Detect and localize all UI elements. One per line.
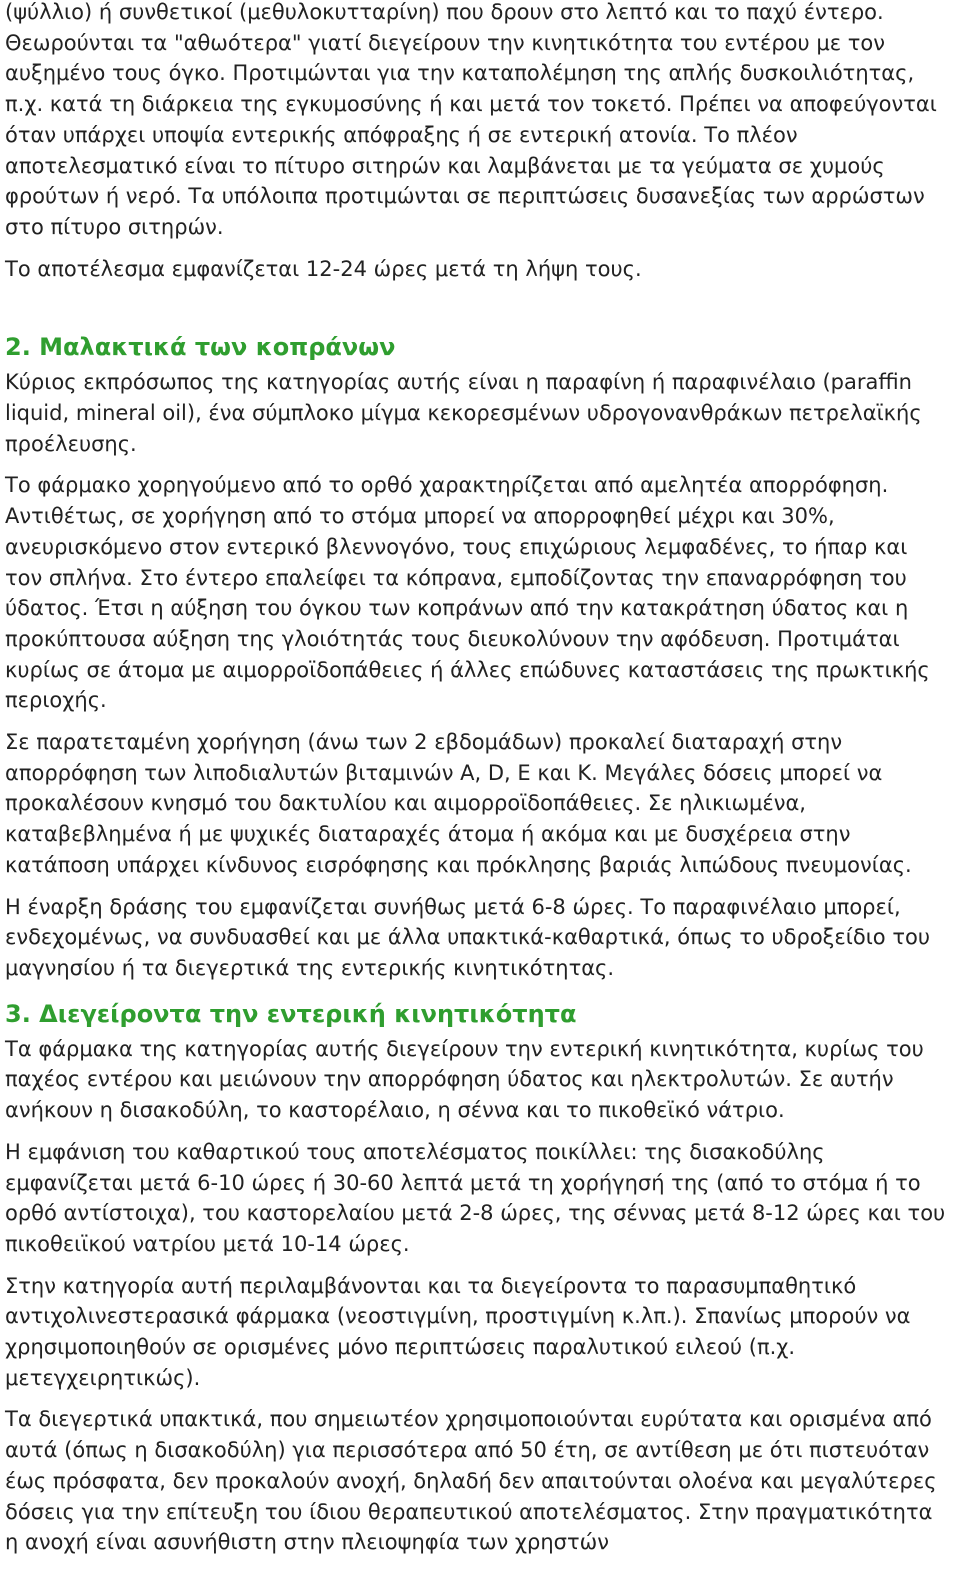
paragraph-paraffin-onset: Η έναρξη δράσης του εμφανίζεται συνήθως μετά 6-8 ώρες. Το παραφινέλαιο μπορεί, ενδεχομένως, να συνδυασθεί και με άλλα υπακτικά-καθαρτικά, όπως το υδροξείδιο του μαγνησίου ή τα διεγερτικά της εντερικής κινητικότητας. [5,894,930,980]
paragraph-stimulants-intro: Τα φάρμακα της κατηγορίας αυτής διεγείρουν την εντερική κινητικότητα, κυρίως του παχέος εντέρου και μειώνουν την απορρόφηση ύδατος και ηλεκτρολυτών. Σε αυτήν ανήκουν η δισακοδύλη, το καστορέλαιο, η σέννα και το πικοθεϊκό νάτριο. [5,1036,924,1123]
section-heading-stimulant-laxatives: 3. Διεγείροντα την εντερική κινητικότητα [5,999,577,1028]
paragraph-stimulants-tolerance: Τα διεγερτικά υπακτικά, που σημειωτέον χρησιμοποιούνται ευρύτατα και ορισμένα από αυτά (όπως η δισακοδύλη) για περισσότερα από 50 έτη, σε αντίθεση με ότι πιστευόταν έως πρόσφατα, δεν προκαλούν ανοχή, δηλαδή δεν απαιτούνται ολοένα και μεγαλύτερες δόσεις για την επίτευξη του ίδιου θεραπευτικού αποτελέσματος. Στην πραγματικότητα η ανοχή είναι ασυνήθιστη στην πλειοψηφία των χρηστών [5,1407,937,1555]
article-body [5,0,951,1569]
paragraph-paraffin-side-effects: Σε παρατεταμένη χορήγηση (άνω των 2 εβδομάδων) προκαλεί διαταραχή στην απορρόφηση των λιποδιαλυτών βιταμινών A, D, E και K. Μεγάλες δόσεις μπορεί να προκαλέσουν κνησμό του δακτυλίου και αιμορροϊδοπάθειες. Σε ηλικιωμένα, καταβεβλημένα ή με ψυχικές διαταραχές άτομα ή ακόμα και με δυσχέρεια στην κατάποση υπάρχει κίνδυνος εισρόφησης και πρόκλησης βαριάς λιπώδους πνευμονίας. [5,730,912,877]
paragraph-paraffin-intro: Κύριος εκπρόσωπος της κατηγορίας αυτής είναι η παραφίνη ή παραφινέλαιο (paraffin liquid, mineral oil), ένα σύμπλοκο μίγμα κεκορεσμένων υδρογονανθράκων πετρελαϊκής προέλευσης. [5,370,922,456]
paragraph-paraffin-absorption: Το φάρμακο χορηγούμενο από το ορθό χαρακτηρίζεται από αμελητέα απορρόφηση. Αντιθέτως, σε χορήγηση από το στόμα μπορεί να απορροφηθεί μέχρι και 30%, ανευρισκόμενο στον εντερικό βλεννογόνο, τους επιχώριους λεμφαδένες, το ήπαρ και τον σπλήνα. Στο έντερο επαλείφει τα κόπρανα, εμποδίζοντας την επαναρρόφηση του ύδατος. Έτσι η αύξηση του όγκου των κοπράνων από την κατακράτηση ύδατος και η προκύπτουσα αύξηση της γλοιότητάς τους διευκολύνουν την αφόδευση. Προτιμάται κυρίως σε άτομα με αιμορροϊδοπάθειες ή άλλες επώδυνες καταστάσεις της πρωκτικής περιοχής. [5,473,930,713]
section-heading-stool-softeners: 2. Μαλακτικά των κοπράνων [5,333,396,362]
paragraph-bulk-laxatives: (ψύλλιο) ή συνθετικοί (μεθυλοκυτταρίνη) που δρουν στο λεπτό και το παχύ έντερο. Θεωρούνται τα "αθωότερα" γιατί διεγείρουν την κινητικότητα του εντέρου με τον αυξημένο τους όγκο. Προτιμώνται για την καταπολέμηση της απλής δυσκοιλιότητας, π.χ. κατά τη διάρκεια της εγκυμοσύνης ή και μετά τον τοκετό. Πρέπει να αποφεύγονται όταν υπάρχει υποψία εντερικής απόφραξης ή σε εντερική ατονία. Το πλέον αποτελεσματικό είναι το πίτυρο σιτηρών και λαμβάνεται με τα γεύματα σε χυμούς φρούτων ή νερό. Τα υπόλοιπα προτιμώνται σε περιπτώσεις δυσανεξίας των αρρώστων στο πίτυρο σιτηρών. [5,0,937,239]
paragraph-stimulants-onset: Η εμφάνιση του καθαρτικού τους αποτελέσματος ποικίλλει: της δισακοδύλης εμφανίζεται μετά 6-10 ώρες ή 30-60 λεπτά μετά τη χορήγησή της (από το στόμα ή το ορθό αντίστοιχα), του καστορελαίου μετά 2-8 ώρες, της σέννας μετά 8-12 ώρες και του πικοθειϊκού νατρίου μετά 10-14 ώρες. [5,1139,946,1256]
paragraph-anticholinesterases: Στην κατηγορία αυτή περιλαμβάνονται και τα διεγείροντα το παρασυμπαθητικό αντιχολινεστερασικά φάρμακα (νεοστιγμίνη, προστιγμίνη κ.λπ.). Σπανίως μπορούν να χρησιμοποιηθούν σε ορισμένες μόνο περιπτώσεις παραλυτικού ειλεού (π.χ. μετεγχειρητικώς). [5,1273,911,1390]
paragraph-onset-time: Το αποτέλεσμα εμφανίζεται 12-24 ώρες μετά τη λήψη τους. [5,256,642,281]
